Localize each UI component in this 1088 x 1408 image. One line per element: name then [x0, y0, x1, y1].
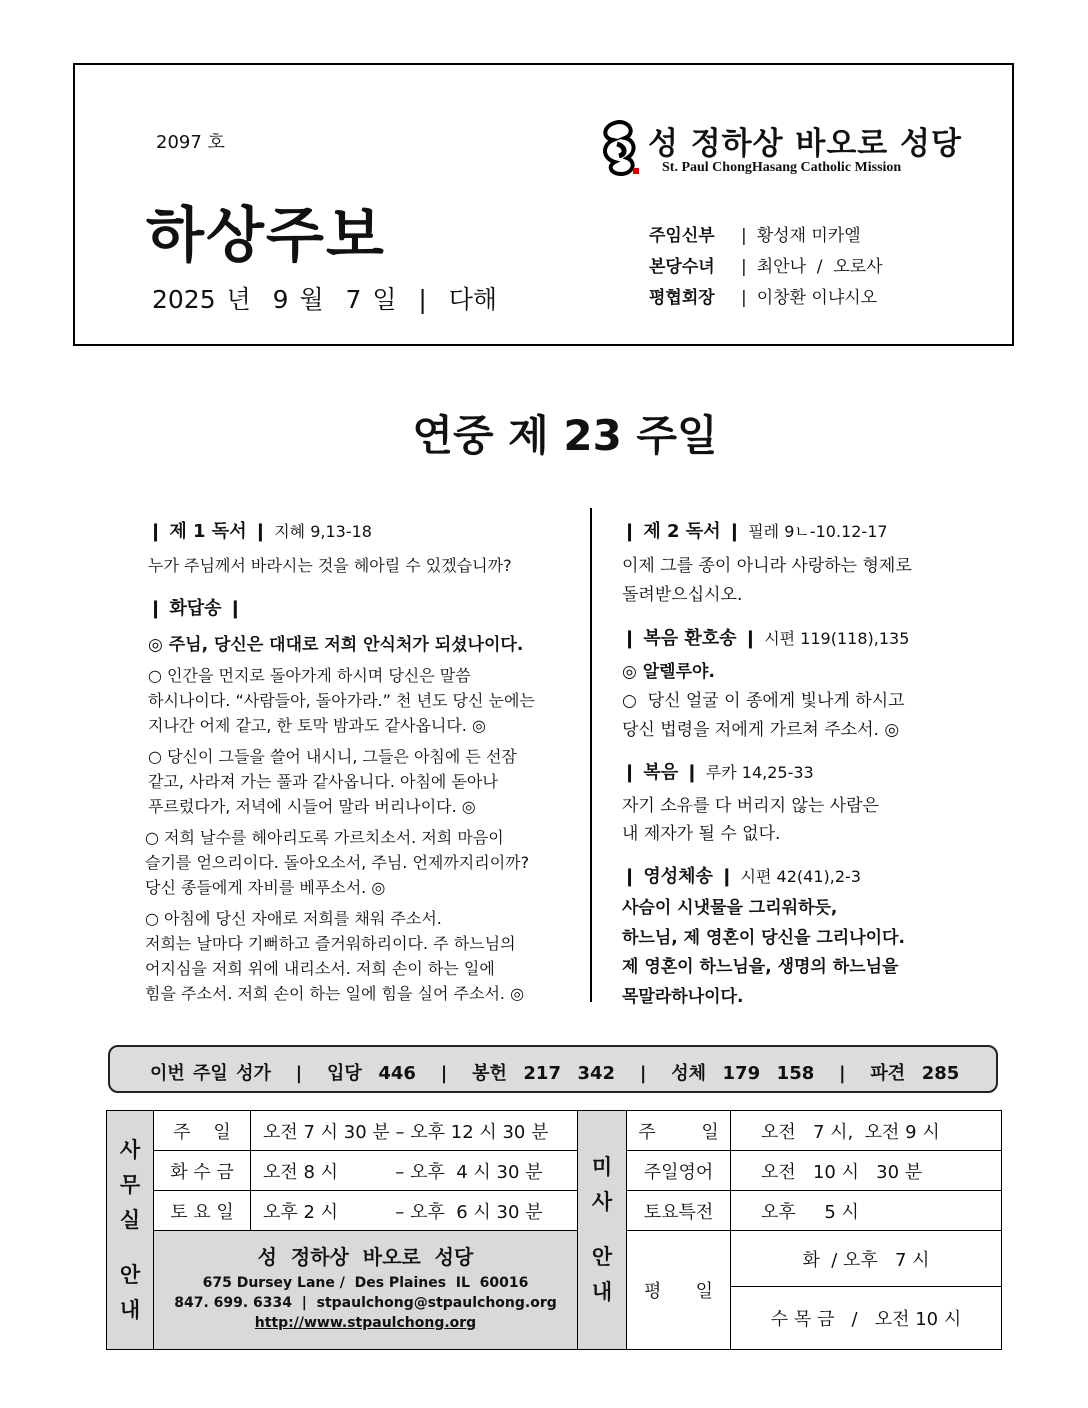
alleluia-ref: 시편 119(118),135 — [764, 629, 910, 648]
reading1-text: 누가 주님께서 바라시는 것을 헤아릴 수 있겠습니까? — [148, 556, 512, 575]
psalm-verse-line: 힘을 주소서. 저희 손이 하는 일에 힘을 실어 주소서. ◎ — [145, 984, 525, 1003]
communion-line: 하느님, 제 영혼이 당신을 그리나이다. — [622, 928, 905, 948]
issue-number: 2097 호 — [156, 132, 225, 153]
psalm-verse-line: 슬기를 얻으리이다. 돌아오소서, 주님. 언제까지리이까? — [145, 853, 530, 872]
column-divider — [590, 508, 592, 1002]
communion-line: 목말라하나이다. — [622, 987, 744, 1007]
mass-time: 오전 7 시, 오전 9 시 — [730, 1110, 1002, 1151]
mass-day: 주 일 — [626, 1110, 731, 1151]
sunday-title: 연중 제 23 주일 — [412, 411, 718, 460]
mass-weekday-time: 화 / 오후 7 시 — [730, 1230, 1002, 1287]
communion-ref: 시편 42(41),2-3 — [740, 867, 861, 886]
staff-role: 주임신부 — [649, 226, 715, 246]
psalm-verse-line: ○ 아침에 당신 자애로 저희를 채워 주소서. — [145, 909, 442, 928]
staff-name: 이창환 이냐시오 — [756, 288, 878, 308]
reading1-heading: ❙ 제 1 독서 ❙ 지혜 9,13-18 — [148, 521, 372, 542]
alleluia-line: 당신 법령을 저에게 가르쳐 주소서. ◎ — [622, 720, 900, 740]
psalm-verse-line: ○ 인간을 먼지로 돌아가게 하시며 당신은 말씀 — [148, 666, 471, 685]
reading1-label: 제 1 독서 — [169, 521, 247, 542]
label-char: 안 — [119, 1262, 141, 1287]
bulletin-title: 하상주보 — [146, 201, 386, 271]
office-hours: 오후 2 시 – 오후 6 시 30 분 — [250, 1190, 578, 1231]
parish-website-link[interactable]: http://www.stpaulchong.org — [254, 1315, 477, 1331]
office-label — [106, 1110, 154, 1350]
parish-address-block — [153, 1230, 578, 1350]
psalm-verse-line: 어지심을 저희 위에 내리소서. 저희 손이 하는 일에 — [145, 959, 495, 978]
label-char: 미 — [591, 1155, 613, 1179]
staff-row-sisters: 본당수녀 | 최안나 / 오로사 — [649, 252, 883, 277]
staff-name: 황성재 미카엘 — [756, 226, 861, 246]
parish-name-english: St. Paul ChongHasang Catholic Mission — [662, 160, 902, 175]
psalm-verse-line: ○ 당신이 그들을 쓸어 내시니, 그들은 아침에 든 선잠 — [148, 747, 517, 766]
label-char: 실 — [119, 1207, 141, 1232]
reading2-ref: 필레 9ㄴ-10.12-17 — [748, 522, 888, 541]
parish-name-korean: 성 정하상 바오로 성당 — [648, 126, 962, 162]
office-day: 화 수 금 — [153, 1150, 251, 1191]
alleluia-label: 복음 환호송 — [643, 628, 737, 649]
gospel-heading: ❙ 복음 ❙ 루카 14,25-33 — [622, 762, 814, 783]
reading2-heading: ❙ 제 2 독서 ❙ 필레 9ㄴ-10.12-17 — [622, 521, 888, 542]
label-char: 사 — [591, 1190, 613, 1214]
mass-weekday-label: 평 일 — [626, 1230, 731, 1350]
communion-line: 제 영혼이 하느님을, 생명의 하느님을 — [622, 957, 899, 977]
label-char: 내 — [119, 1297, 141, 1322]
bulletin-date: 2025 년 9 월 7 일 | 다해 — [152, 285, 498, 314]
psalm-response: ◎ 주님, 당신은 대대로 저희 안식처가 되셨나이다. — [148, 635, 524, 655]
alleluia-line: ○ 당신 얼굴 이 종에게 빛나게 하시고 — [622, 691, 905, 711]
alleluia-response: ◎ 알렐루야. — [622, 662, 715, 682]
reading1-ref: 지혜 9,13-18 — [274, 522, 372, 541]
communion-line: 사슴이 시냇물을 그리워하듯, — [622, 898, 838, 918]
gospel-line: 내 제자가 될 수 없다. — [622, 824, 781, 844]
staff-row-council: 평협회장 | 이창환 이냐시오 — [649, 283, 877, 308]
office-day: 주 일 — [153, 1110, 251, 1151]
parish-address: 675 Dursey Lane / Des Plaines IL 60016 — [202, 1275, 529, 1291]
staff-name: 최안나 / 오로사 — [756, 257, 883, 277]
psalm-verse-line: 저희는 날마다 기뻐하고 즐거워하리이다. 주 하느님의 — [145, 934, 516, 953]
label-char: 무 — [119, 1172, 141, 1197]
parish-contact: 847. 699. 6334 | stpaulchong@stpaulchong.org — [174, 1295, 557, 1311]
label-char: 사 — [119, 1137, 141, 1162]
psalm-verse-line: 당신 종들에게 자비를 베푸소서. ◎ — [145, 878, 386, 897]
staff-role: 평협회장 — [649, 288, 715, 308]
label-char: 내 — [591, 1280, 613, 1304]
psalm-verse-line: 푸르렀다가, 저녁에 시들어 말라 버리나이다. ◎ — [148, 797, 476, 816]
office-day: 토 요 일 — [153, 1190, 251, 1231]
psalm-heading: ❙ 화답송 ❙ — [148, 598, 243, 619]
mass-weekday-time: 수 목 금 / 오전 10 시 — [730, 1286, 1002, 1350]
gospel-label: 복음 — [643, 762, 679, 783]
psalm-verse-line: 하시나이다. “사람들아, 돌아가라.” 천 년도 당신 눈에는 — [148, 691, 535, 710]
hymns-text: 이번 주일 성가 | 입당 446 | 봉헌 217 342 | 성체 179 158 | 파견 285 — [150, 1063, 960, 1084]
parish-logo-icon — [597, 118, 641, 178]
label-char: 안 — [591, 1245, 613, 1269]
mass-day: 토요특전 — [626, 1190, 731, 1231]
reading2-label: 제 2 독서 — [643, 521, 721, 542]
staff-row-pastor: 주임신부 | 황성재 미카엘 — [649, 221, 861, 246]
gospel-ref: 루카 14,25-33 — [705, 763, 814, 782]
mass-day: 주일영어 — [626, 1150, 731, 1191]
psalm-verse-line: ○ 저희 날수를 헤아리도록 가르치소서. 저희 마음이 — [145, 828, 504, 847]
psalm-verse-line: 지나간 어제 같고, 한 토막 밤과도 같사옵니다. ◎ — [148, 716, 486, 735]
mass-time: 오전 10 시 30 분 — [730, 1150, 1002, 1191]
reading2-line: 이제 그를 종이 아니라 사랑하는 형제로 — [622, 556, 912, 576]
staff-role: 본당수녀 — [649, 257, 715, 277]
schedule-table — [106, 1110, 1002, 1350]
communion-label: 영성체송 — [643, 866, 713, 887]
mass-time: 오후 5 시 — [730, 1190, 1002, 1231]
gospel-line: 자기 소유를 다 버리지 않는 사람은 — [622, 796, 879, 816]
alleluia-heading: ❙ 복음 환호송 ❙ 시편 119(118),135 — [622, 628, 910, 649]
parish-name: 성 정하상 바오로 성당 — [257, 1245, 474, 1269]
office-hours: 오전 8 시 – 오후 4 시 30 분 — [250, 1150, 578, 1191]
reading2-line: 돌려받으십시오. — [622, 585, 743, 605]
psalm-label: 화답송 — [169, 598, 222, 619]
mass-label — [577, 1110, 627, 1350]
psalm-verse-line: 같고, 사라져 가는 풀과 같사옵니다. 아침에 돋아나 — [148, 772, 498, 791]
office-hours: 오전 7 시 30 분 – 오후 12 시 30 분 — [250, 1110, 578, 1151]
communion-heading: ❙ 영성체송 ❙ 시편 42(41),2-3 — [622, 866, 861, 887]
